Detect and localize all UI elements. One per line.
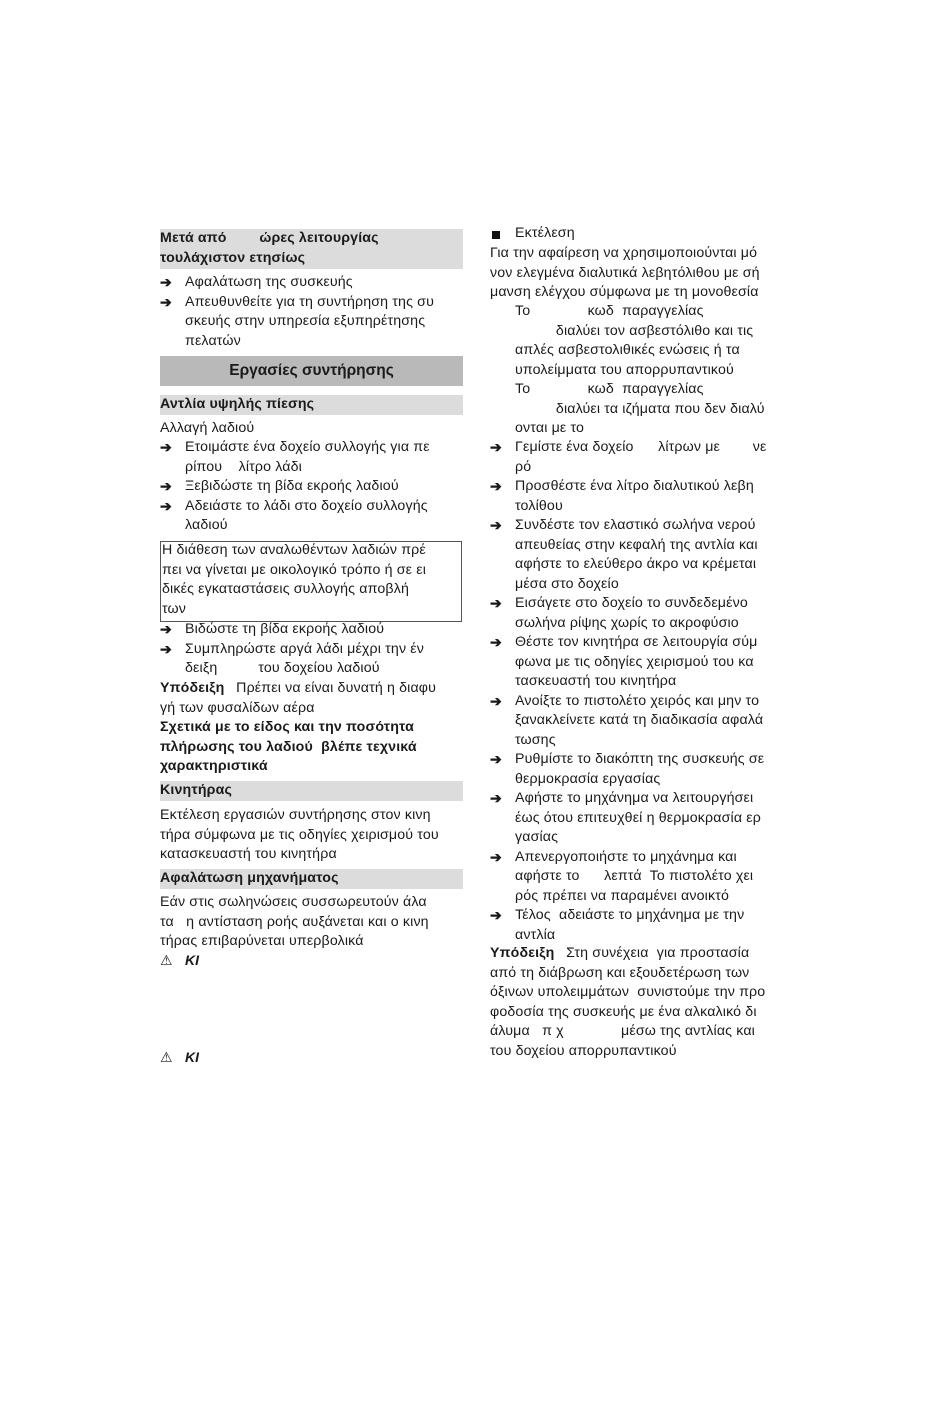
arrow-icon: ➔ (490, 439, 502, 455)
subsection-title: Κινητήρας (160, 782, 232, 798)
step-item: Ρυθμίστε το διακόπτη της συσκευής σε (515, 751, 765, 767)
product-note: διαλύει τον ασβεστόλιθο και τις (515, 322, 754, 339)
list-item: Βιδώστε τη βίδα εκροής λαδιού (185, 621, 385, 637)
warning-icon: ⚠ (160, 1049, 173, 1065)
paragraph: τήρα σύμφωνα με τις οδηγίες χειρισμού του (160, 826, 439, 843)
arrow-icon: ➔ (490, 517, 502, 533)
warning-label: ΚΙ (185, 952, 199, 968)
step-item: αφήστε το λεπτά Το πιστολέτο χει (515, 868, 754, 884)
paragraph: Αλλαγή λαδιού (160, 420, 255, 436)
square-bullet-icon (492, 231, 500, 239)
step-item: γασίας (515, 829, 559, 845)
step-item: τασκευαστή του κινητήρα (515, 673, 677, 689)
step-item: τολίθου (515, 497, 563, 514)
step-item: Θέστε τον κινητήρα σε λειτουργία σύμ (515, 634, 758, 650)
warning-icon: ⚠ (160, 952, 173, 968)
list-item: λαδιού (185, 517, 228, 533)
product-note: Το κωδ παραγγελίας (515, 381, 704, 397)
product-note: απλές ασβεστολιθικές ενώσεις ή τα (515, 342, 740, 358)
paragraph: νον ελεγμένα διαλυτικά λεβητόλιθου με σή (490, 264, 760, 281)
section-title: Εργασίες συντήρησης (229, 362, 394, 379)
list-item: δειξη του δοχείου λαδιού (185, 660, 380, 676)
list-item: Συμπληρώστε αργά λάδι μέχρι την έν (185, 640, 424, 657)
step-item: σωλήνα ρίψης χωρίς το ακροφύσιο (515, 614, 739, 631)
product-note: Το κωδ παραγγελίας (515, 303, 704, 319)
step-item: Συνδέστε τον ελαστικό σωλήνα νερού (515, 517, 756, 533)
product-note: διαλύει τα ιζήματα που δεν διαλύ (515, 400, 765, 417)
arrow-icon: ➔ (160, 621, 172, 637)
list-item: Αφαλάτωση της συσκευής (185, 274, 353, 290)
paragraph: κατασκευαστή του κινητήρα (160, 846, 337, 862)
arrow-icon: ➔ (160, 274, 172, 290)
arrow-icon: ➔ (490, 848, 502, 865)
paragraph: Για την αφαίρεση να χρησιμοποιούνται μό (490, 245, 758, 261)
arrow-icon: ➔ (160, 439, 172, 455)
hint-text: από τη διάβρωση και εξουδετέρωση των (490, 964, 750, 981)
step-heading: Εκτέλεση (515, 225, 575, 241)
arrow-icon: ➔ (490, 751, 502, 767)
arrow-icon: ➔ (160, 478, 172, 494)
step-item: ξανακλείνετε κατά τη διαδικασία αφαλά (515, 712, 764, 728)
interval-heading: τουλάχιστον ετησίως (160, 249, 306, 266)
step-item: Εισάγετε στο δοχείο το συνδεδεμένο (515, 595, 748, 611)
step-item: τωσης (515, 731, 556, 748)
arrow-icon: ➔ (490, 907, 502, 923)
note-text: δικές εγκαταστάσεις συλλογής αποβλή (162, 581, 409, 597)
arrow-icon: ➔ (490, 595, 502, 611)
oil-spec-note: πλήρωσης του λαδιού βλέπε τεχνικά (160, 738, 417, 755)
step-item: Προσθέστε ένα λίτρο διαλυτικού λεβη (515, 478, 754, 494)
step-item: αφήστε το ελεύθερο άκρο να κρέμεται (515, 556, 757, 572)
list-item: Ετοιμάστε ένα δοχείο συλλογής για πε (185, 439, 430, 455)
step-item: Τέλος αδειάστε το μηχάνημα με την (515, 907, 745, 923)
note-text: των (162, 600, 187, 617)
paragraph: μανση ελέγχου σύμφωνα με τη μονοθεσία (490, 284, 759, 300)
product-note: υπολείμματα του απορρυπαντικού (515, 361, 734, 378)
list-item: ρίπου λίτρο λάδι (185, 458, 302, 475)
note-text: πει να γίνεται με οικολογικό τρόπο ή σε ει (162, 561, 427, 578)
list-item: σκευής στην υπηρεσία εξυπηρέτησης (185, 313, 426, 329)
step-item: μέσα στο δοχείο (515, 575, 619, 592)
list-item: Αδειάστε το λάδι στο δοχείο συλλογής (185, 497, 428, 514)
list-item: Ξεβιδώστε τη βίδα εκροής λαδιού (185, 478, 399, 494)
arrow-icon: ➔ (490, 634, 502, 650)
hint-text: φοδοσία της συσκευής με ένα αλκαλικό δι (490, 1003, 757, 1020)
step-item: Αφήστε το μηχάνημα να λειτουργήσει (515, 790, 754, 806)
hint-text: Πρέπει να είναι δυνατή η διαφυ (228, 680, 437, 696)
step-item: φωνα με τις οδηγίες χειρισμού του κα (515, 653, 754, 670)
oil-spec-note: χαρακτηριστικά (160, 758, 268, 774)
arrow-icon: ➔ (160, 293, 172, 310)
arrow-icon: ➔ (490, 692, 502, 709)
note-text: Η διάθεση των αναλωθέντων λαδιών πρέ (162, 542, 426, 558)
hint-text: γή των φυσαλίδων αέρα (160, 699, 315, 716)
arrow-icon: ➔ (490, 478, 502, 494)
paragraph: τα η αντίσταση ροής αυξάνεται και ο κινη (160, 913, 429, 930)
hint-text: όξινων υπολειμμάτων συνιστούμε την προ (490, 984, 766, 1000)
arrow-icon: ➔ (160, 497, 172, 514)
product-note: ονται με το (515, 420, 585, 436)
warning-label: ΚΙ (185, 1049, 199, 1065)
step-item: απευθείας στην κεφαλή της αντλία και (515, 536, 758, 553)
hint-label: Υπόδειξη (160, 680, 225, 696)
subsection-title: Αφαλάτωση μηχανήματος (160, 870, 339, 886)
oil-spec-note: Σχετικά με το είδος και την ποσότητα (160, 719, 414, 735)
hint-text: Στη συνέχεια για προστασία (558, 945, 750, 961)
paragraph: Εάν στις σωληνώσεις συσσωρευτούν άλα (160, 894, 427, 910)
hint-text: άλυμα π χ μέσω της αντλίας και (490, 1023, 755, 1039)
hint-text: του δοχείου απορρυπαντικού (490, 1042, 677, 1059)
hint-label: Υπόδειξη (490, 945, 555, 961)
step-item: θερμοκρασία εργασίας (515, 770, 661, 787)
step-item: Γεμίστε ένα δοχείο λίτρων με νε (515, 439, 767, 455)
subsection-title: Αντλία υψηλής πίεσης (160, 396, 315, 412)
step-item: Απενεργοποιήστε το μηχάνημα και (515, 848, 737, 865)
paragraph: Εκτέλεση εργασιών συντήρησης στον κινη (160, 807, 431, 823)
arrow-icon: ➔ (490, 790, 502, 806)
list-item: πελατών (185, 332, 241, 349)
step-item: αντλία (515, 926, 556, 943)
paragraph: τήρας επιβαρύνεται υπερβολικά (160, 933, 364, 949)
list-item: Απευθυνθείτε για τη συντήρηση της συ (185, 293, 434, 310)
step-item: έως ότου επιτευχθεί η θερμοκρασία ερ (515, 809, 761, 826)
step-item: Ανοίξτε το πιστολέτο χειρός και μην το (515, 692, 760, 709)
interval-heading: Μετά από ώρες λειτουργίας (160, 230, 379, 246)
step-item: ρό (515, 458, 532, 475)
arrow-icon: ➔ (160, 640, 172, 657)
step-item: ρός πρέπει να παραμένει ανοικτό (515, 887, 730, 904)
